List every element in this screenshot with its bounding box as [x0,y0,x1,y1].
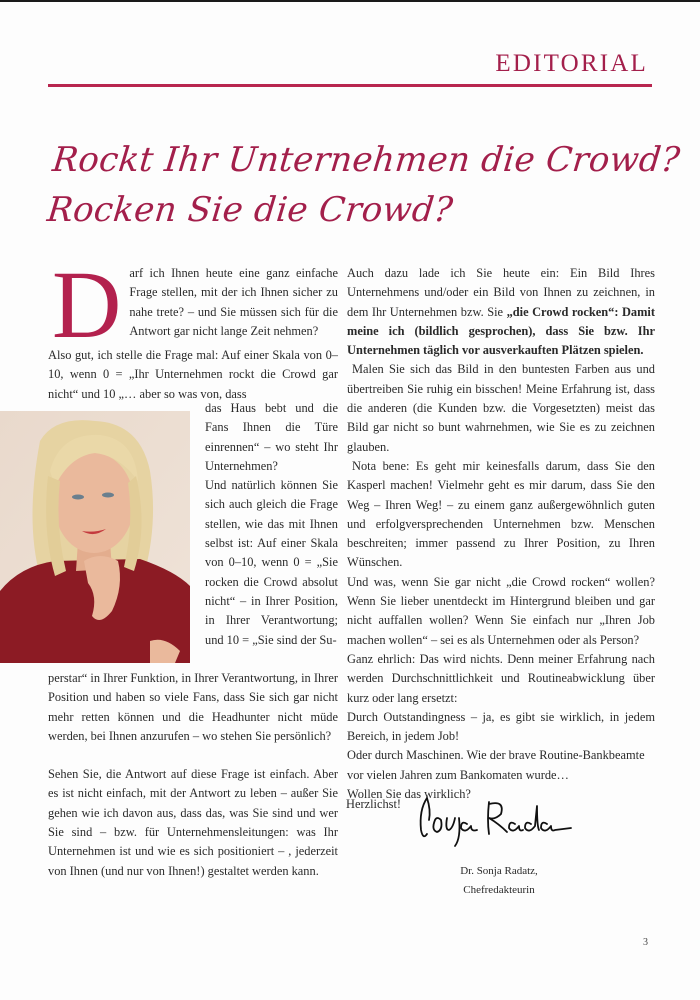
signer-block [404,862,594,900]
drop-cap: D [52,251,122,358]
machines-paragraph: Oder durch Maschinen. Wie der brave Routine-Bankbeamte vor vielen Jahren zum Bankomaten wurde… [347,748,645,782]
signer-role: Chefredakteurin [463,884,535,896]
superstar-paragraph: perstar“ in Ihrer Funktion, in Ihrer Verantwortung, in Ihrer Position und haben so viele Fans, dass Sie sich gar nicht mehr retten können und die Headhunter nicht müde werden, bei Ihnen anzurufen – wo stehen Sie persönlich? [48,671,338,743]
headline [45,135,682,235]
top-border [0,0,700,2]
intro-block [48,251,338,404]
intro-paragraph: arf ich Ihnen heute eine ganz einfache Frage stellen, mit der ich Ihnen sicher zu nahe trete? – und Sie müssen sich für die Antwort gar nicht lange Zeit nehmen? [129,266,338,338]
left-column-lower [48,669,338,881]
invitation-paragraph [347,264,655,360]
signature [415,790,575,850]
right-column [347,264,655,804]
headline-line-1: Rockt Ihr Unternehmen die Crowd? [50,140,682,180]
wrapped-text-column [205,399,338,650]
honestly-paragraph: Ganz ehrlich: Das wird nichts. Denn meiner Erfahrung nach werden Durchschnittlichkeit und Routineabwicklung über kurz oder lang ersetzt: [347,651,655,705]
portrait-image [0,411,190,663]
what-if-paragraph: Und was, wenn Sie gar nicht „die Crowd rocken“ wollen? Wenn Sie lieber unentdeckt im Hintergrund bleiben und gar nicht auffallen wollen? Wenn Sie einfach nur „Ihren Job machen wollen“ – sei es als Unternehmen oder als Person? [347,574,655,647]
wrap-paragraph-1: das Haus bebt und die Fans Ihnen die Türe einrennen“ – wo steht Ihr Unternehmen? [205,401,338,473]
answer-paragraph: Sehen Sie, die Antwort auf diese Frage ist einfach. Aber es ist nicht einfach, mit der Antwort zu leben – außer Sie gehen wie ich davon aus, dass das, was Sie sind und wer Sie sind – bzw. für Unternehmensleitungen: was Ihr Unternehmen ist und wie es sich positioniert – , jederzeit von Ihnen (und nur von Ihnen!) gestaltet werden kann. [48,767,338,878]
author-photo [0,411,190,663]
outstandingness-paragraph: Durch Outstandingness – ja, es gibt sie wirklich, in jedem Bereich, in jedem Job! [347,709,655,744]
paint-picture-paragraph: Malen Sie sich das Bild in den buntesten Farben aus und übertreiben Sie ruhig ein bisschen! Meine Erfahrung ist, dass die anderen (die Kunden bzw. die Vorgesetzten) meist das Bild gar nicht so bunt wahrnehmen, wie Sie es zu zeichnen glauben. [347,362,655,454]
page-number: 3 [643,937,648,948]
headline-line-2: Rocken Sie die Crowd? [45,190,455,230]
invitation-bold-text: „die Crowd rocken“: Damit meine ich (bildlich gesprochen), dass Sie bzw. Ihr Unternehmen täglich vor ausverkauften Plätzen spielen. [347,304,655,358]
closing-greeting: Herzlichst! [346,797,402,811]
scale-question-paragraph: Also gut, ich stelle die Frage mal: Auf einer Skala von 0–10, wenn 0 = „Ihr Unternehmen rockt die Crowd gar nicht“ und 10 „… aber so was von, dass [48,348,338,401]
invitation-text: Auch dazu lade ich Sie heute ein: Ein Bild Ihres Unternehmens und/oder ein Bild von Ihnen zu zeichnen, in dem Ihr Unternehmen bzw. Sie [347,266,655,319]
signer-name: Dr. Sonja Radatz, [460,865,538,877]
signature-icon [415,790,575,850]
final-question: Wollen Sie das wirklich? [347,787,471,802]
section-title: EDITORIAL [495,50,648,77]
wrap-paragraph-2: Und natürlich können Sie sich auch gleich die Frage stellen, wie das mit Ihnen selbst ist: Auf einer Skala von 0–10, wenn 0 = „Sie rocken die Crowd absolut nicht“ – in Ihrer Position, in Ihrer Verantwortung; und 10 = „Sie sind der Su- [205,478,338,647]
header-rule [48,84,652,87]
nota-bene-paragraph: Nota bene: Es geht mir keinesfalls darum, dass Sie den Kasperl machen! Vielmehr geht es mir darum, dass Sie den Weg – Ihren Weg! – zu einem ganz außergewöhnlich guten und erfolgversprechenden Unternehmen bzw. Menschen beschreiten; immer passend zu Ihrer Position, zu Ihren Wünschen. [347,458,655,570]
